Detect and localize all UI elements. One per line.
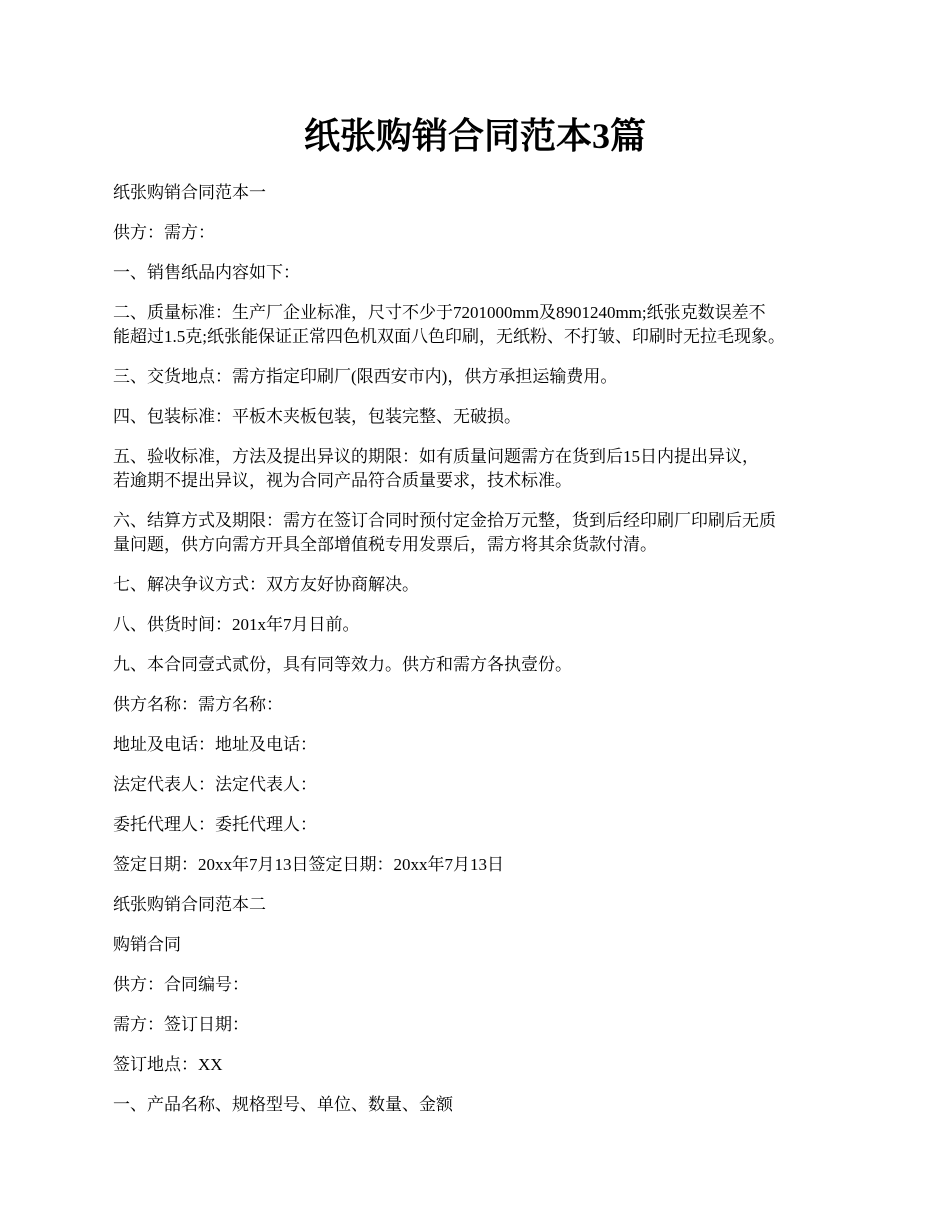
paragraph-line: 四、包装标准：平板木夹板包装，包装完整、无破损。 (113, 407, 521, 426)
paragraph-line: 能超过1.5克;纸张能保证正常四色机双面八色印刷，无纸粉、不打皱、印刷时无拉毛现象。 (113, 327, 785, 346)
paragraph-line: 二、质量标准：生产厂企业标准，尺寸不少于7201000mm及8901240mm;纸张克数误差不 (113, 303, 766, 322)
document-body (113, 181, 853, 1133)
paragraph (113, 1013, 853, 1037)
paragraph (113, 893, 853, 917)
paragraph (113, 653, 853, 677)
paragraph-line: 供方：合同编号： (113, 975, 249, 994)
paragraph-line: 签订地点：XX (113, 1055, 223, 1074)
paragraph-line: 五、验收标准，方法及提出异议的期限：如有质量问题需方在货到后15日内提出异议， (113, 447, 759, 466)
paragraph (113, 221, 853, 245)
paragraph-line: 法定代表人：法定代表人： (113, 775, 317, 794)
paragraph (113, 973, 853, 997)
document-title: 纸张购销合同范本3篇 (303, 116, 646, 156)
paragraph (113, 693, 853, 717)
paragraph-line: 地址及电话：地址及电话： (113, 735, 317, 754)
paragraph-line: 一、销售纸品内容如下： (113, 263, 300, 282)
paragraph (113, 261, 853, 285)
paragraph (113, 773, 853, 797)
paragraph (113, 445, 853, 493)
paragraph (113, 181, 853, 205)
paragraph-line: 九、本合同壹式贰份，具有同等效力。供方和需方各执壹份。 (113, 655, 572, 674)
paragraph-line: 量问题，供方向需方开具全部增值税专用发票后，需方将其余货款付清。 (113, 535, 657, 554)
paragraph (113, 613, 853, 637)
paragraph (113, 813, 853, 837)
paragraph (113, 405, 853, 429)
paragraph-line: 一、产品名称、规格型号、单位、数量、金额 (113, 1095, 453, 1114)
paragraph-line: 供方：需方： (113, 223, 215, 242)
paragraph (113, 365, 853, 389)
paragraph-line: 购销合同 (113, 935, 181, 954)
paragraph-line: 纸张购销合同范本一 (113, 183, 266, 202)
paragraph-line: 需方：签订日期： (113, 1015, 249, 1034)
paragraph-line: 七、解决争议方式：双方友好协商解决。 (113, 575, 419, 594)
paragraph-line: 三、交货地点：需方指定印刷厂(限西安市内)，供方承担运输费用。 (113, 367, 618, 386)
paragraph (113, 1053, 853, 1077)
paragraph-line: 纸张购销合同范本二 (113, 895, 266, 914)
paragraph (113, 1093, 853, 1117)
paragraph (113, 853, 853, 877)
paragraph-line: 供方名称：需方名称： (113, 695, 283, 714)
paragraph-line: 签定日期：20xx年7月13日签定日期：20xx年7月13日 (113, 855, 504, 874)
paragraph-line: 若逾期不提出异议，视为合同产品符合质量要求，技术标准。 (113, 471, 572, 490)
paragraph-line: 六、结算方式及期限：需方在签订合同时预付定金拾万元整，货到后经印刷厂印刷后无质 (113, 511, 776, 530)
paragraph (113, 733, 853, 757)
paragraph-line: 委托代理人：委托代理人： (113, 815, 317, 834)
paragraph (113, 509, 853, 557)
paragraph-line: 八、供货时间：201x年7月日前。 (113, 615, 360, 634)
paragraph (113, 301, 853, 349)
paragraph (113, 933, 853, 957)
paragraph (113, 573, 853, 597)
